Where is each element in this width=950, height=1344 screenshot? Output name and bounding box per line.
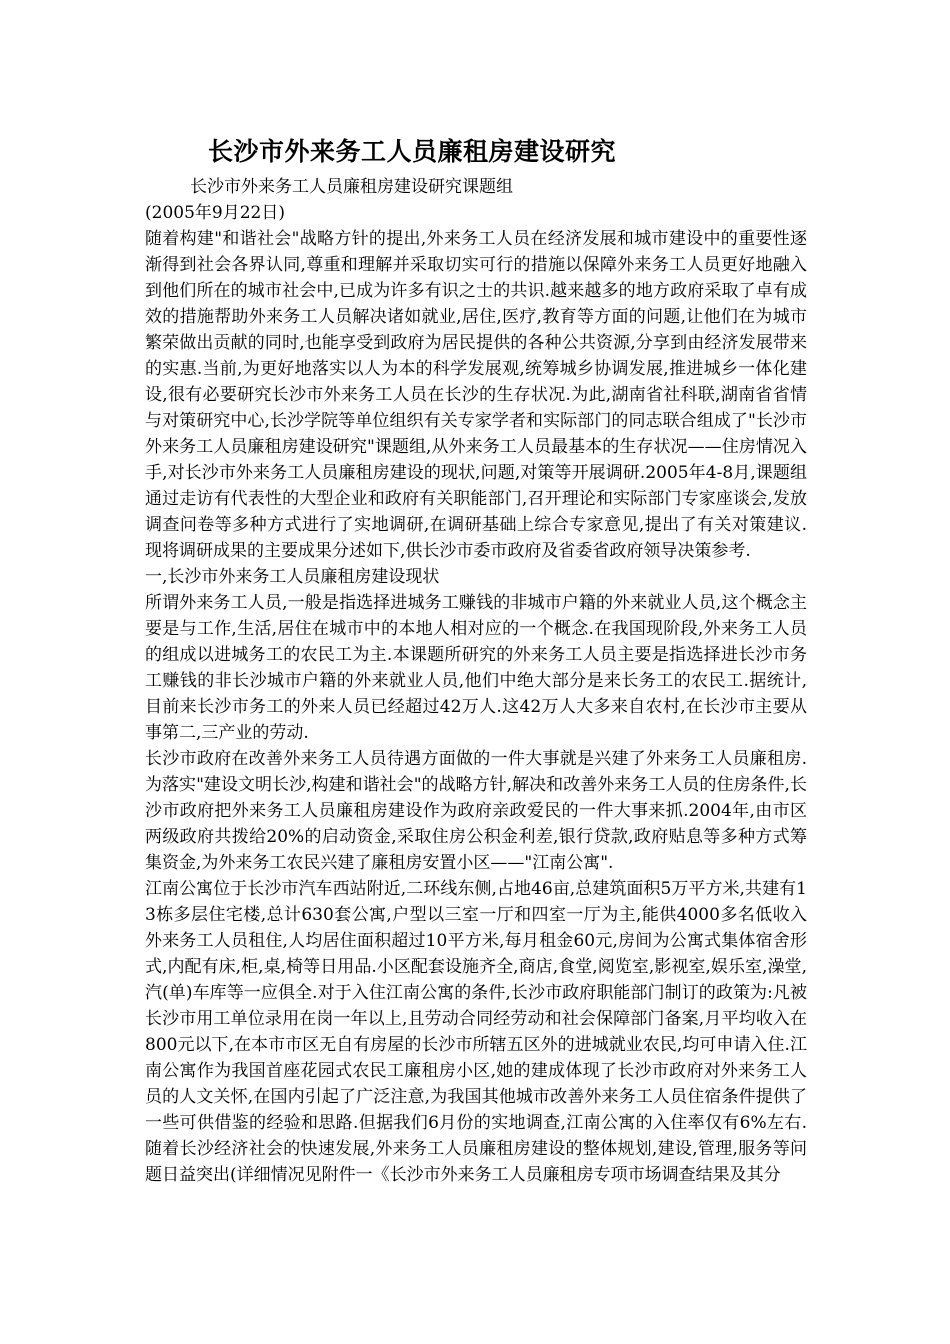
body-paragraph-1: 所谓外来务工人员,一般是指选择进城务工赚钱的非城市户籍的外来就业人员,这个概念主要是与工作,生活,居住在城市中的本地人相对应的一个概念.在我国现阶段,外来务工人员的组成以进城务工的农民工为主.本课题所研究的外来务工人员主要是指选择进长沙市务工赚钱的非长沙城市户籍的外来就业人员,他们中绝大部分是来长务工的农民工.据统计,目前来长沙市务工的外来人员已经超过42万人.这42万人大多来自农村,在长沙市主要从事第二,三产业的劳动. [145,593,807,743]
document-page [145,134,807,1188]
intro-paragraph: 随着构建"和谐社会"战略方针的提出,外来务工人员在经济发展和城市建设中的重要性逐渐得到社会各界认同,尊重和理解并采取切实可行的措施以保障外来务工人员更好地融入到他们所在的城市社会中,已成为许多有识之士的共识.越来越多的地方政府采取了卓有成效的措施帮助外来务工人员解决诸如就业,居住,医疗,教育等方面的问题,让他们在为城市繁荣做出贡献的同时,也能享受到政府为居民提供的各种公共资源,分享到由经济发展带来的实惠.当前,为更好地落实以人为本的科学发展观,统筹城乡协调发展,推进城乡一体化建设,很有必要研究长沙市外来务工人员在长沙的生存状况.为此,湖南省社科联,湖南省省情与对策研究中心,长沙学院等单位组织有关专家学者和实际部门的同志联合组成了"长沙市外来务工人员廉租房建设研究"课题组,从外来务工人员最基本的生存状况——住房情况入手,对长沙市外来务工人员廉租房建设的现状,问题,对策等开展调研.2005年4-8月,课题组通过走访有代表性的大型企业和政府有关职能部门,召开理论和实际部门专家座谈会,发放调查问卷等多种方式进行了实地调研,在调研基础上综合专家意见,提出了有关对策建议.现将调研成果的主要成果分述如下,供长沙市委市政府及省委省政府领导决策参考. [145,229,807,561]
section-heading: 一,长沙市外来务工人员廉租房建设现状 [145,567,440,587]
body-paragraph-3: 江南公寓位于长沙市汽车西站附近,二环线东侧,占地46亩,总建筑面积5万平方米,共建有13栋多层住宅楼,总计630套公寓,户型以三室一厅和四室一厅为主,能供4000多名低收入外来务工人员租住,人均居住面积超过10平方米,每月租金60元,房间为公寓式集体宿舍形式,内配有床,柜,桌,椅等日用品.小区配套设施齐全,商店,食堂,阅览室,影视室,娱乐室,澡堂,汽(单)车库等一应俱全.对于入住江南公寓的条件,长沙市政府职能部门制订的政策为:凡被长沙市用工单位录用在岗一年以上,且劳动合同经劳动和社会保障部门备案,月平均收入在800元以下,在本市市区无自有房屋的长沙市所辖五区外的进城就业农民,均可申请入住.江南公寓作为我国首座花园式农民工廉租房小区,她的建成体现了长沙市政府对外来务工人员的人文关怀,在国内引起了广泛注意,为我国其他城市改善外来务工人员住宿条件提供了一些可供借鉴的经验和思路.但据我们6月份的实地调查,江南公寓的入住率仅有6%左右.随着长沙经济社会的快速发展,外来务工人员廉租房建设的整体规划,建设,管理,服务等问题日益突出(详细情况见附件一《长沙市外来务工人员廉租房专项市场调查结果及其分 [145,879,807,1185]
document-title: 长沙市外来务工人员廉租房建设研究 [208,137,617,166]
document-date: (2005年9月22日) [145,203,285,223]
body-paragraph-2: 长沙市政府在改善外来务工人员待遇方面做的一件大事就是兴建了外来务工人员廉租房.为落实"建设文明长沙,构建和谐社会"的战略方针,解决和改善外来务工人员的住房条件,长沙市政府把外来务工人员廉租房建设作为政府亲政爱民的一件大事来抓.2004年,由市区两级政府共拨给20%的启动资金,采取住房公积金利差,银行贷款,政府贴息等多种方式筹集资金,为外来务工农民兴建了廉租房安置小区——"江南公寓". [145,749,807,873]
document-author: 长沙市外来务工人员廉租房建设研究课题组 [190,177,513,197]
